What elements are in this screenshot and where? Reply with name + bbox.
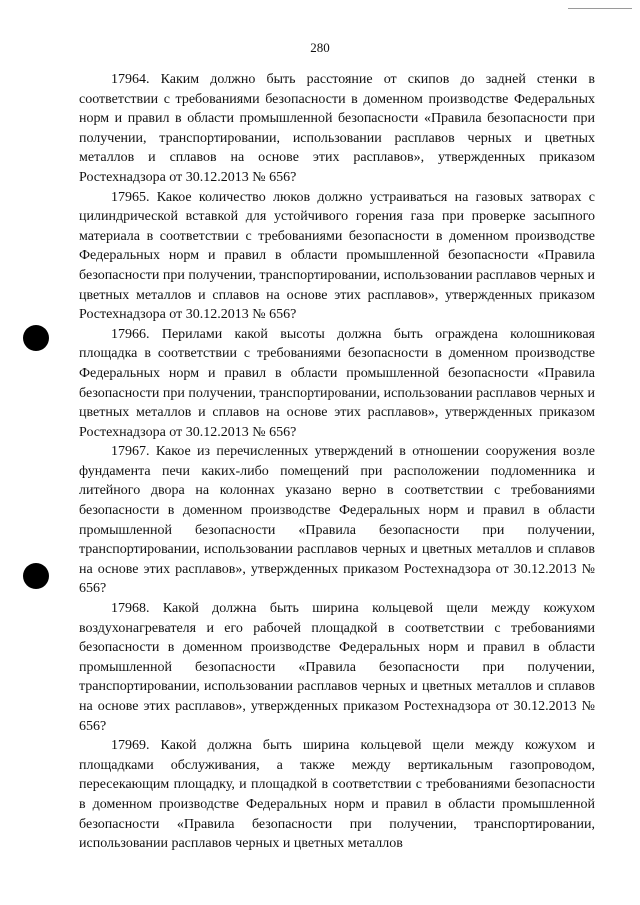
question-paragraph: 17969. Какой должна быть ширина кольцевой щели между кожухом и площадками обслуживания, а также между вертикальным газопроводом, пересекающим площадку, и площадкой в соответствии с требованиями безопасности в доменном производстве Федеральных норм и правил в области промышленной безопасности «Правила безопасности при получении, транспортировании, использовании расплавов черных и цветных металлов bbox=[79, 738, 595, 852]
question-paragraph: 17964. Каким должно быть расстояние от скипов до задней стенки в соответствии с требованиями безопасности в доменном производстве Федеральных норм и правил в области промышленной безопасности «Правила безопасности при получении, транспортировании, использовании расплавов черных и цветных металлов и сплавов на основе этих расплавов», утвержденных приказом Ростехнадзора от 30.12.2013 № 656? bbox=[79, 72, 595, 185]
top-edge-rule bbox=[568, 8, 632, 9]
question-paragraph: 17966. Перилами какой высоты должна быть ограждена колошниковая площадка в соответствии с требованиями безопасности в доменном производстве Федеральных норм и правил в области промышленной безопасности «Правила безопасности при получении, транспортировании, использовании расплавов черных и цветных металлов и сплавов на основе этих расплавов», утвержденных приказом Ростехнадзора от 30.12.2013 № 656? bbox=[79, 326, 595, 440]
punch-hole-mark bbox=[23, 563, 49, 589]
question-paragraph: 17965. Какое количество люков должно устраиваться на газовых затворах с цилиндрической вставкой для устойчивого горения газа при проверке засыпного материала в соответствии с требованиями безопасности в доменном производстве Федеральных норм и правил в области промышленной безопасности «Правила безопасности при получении, транспортировании, использовании расплавов черных и цветных металлов и сплавов на основе этих расплавов», утвержденных приказом Ростехнадзора от 30.12.2013 № 656? bbox=[79, 189, 595, 323]
page-number: 280 bbox=[310, 40, 330, 55]
question-list bbox=[79, 70, 595, 854]
punch-hole-mark bbox=[23, 325, 49, 351]
question-paragraph: 17967. Какое из перечисленных утверждений в отношении сооружения возле фундамента печи каких-либо помещений при расположении подломенника и литейного двора на колоннах указано верно в соответствии с требованиями безопасности в доменном производстве Федеральных норм и правил в области промышленной безопасности «Правила безопасности при получении, транспортировании, использовании расплавов черных и цветных металлов и сплавов на основе этих расплавов», утвержденных приказом Ростехнадзора от 30.12.2013 № 656? bbox=[79, 444, 595, 597]
question-paragraph: 17968. Какой должна быть ширина кольцевой щели между кожухом воздухонагревателя и его рабочей площадкой в соответствии с требованиями безопасности в доменном производстве Федеральных норм и правил в области промышленной безопасности «Правила безопасности при получении, транспортировании, использовании расплавов черных и цветных металлов и сплавов на основе этих расплавов», утвержденных приказом Ростехнадзора от 30.12.2013 № 656? bbox=[79, 601, 595, 734]
